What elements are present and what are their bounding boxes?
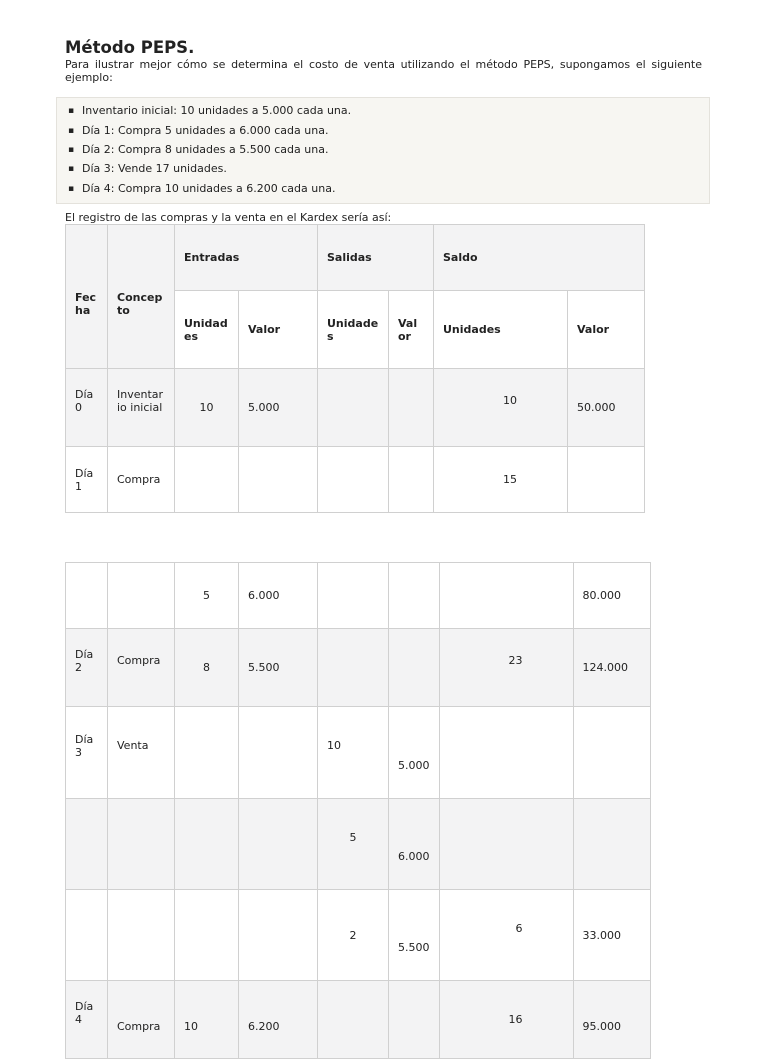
cell-fecha: Día 4 (66, 981, 108, 1059)
header-entradas-unidades: Unidades (175, 291, 239, 369)
header-salidas-unidades: Unidades (318, 291, 389, 369)
kardex-intro: El registro de las compras y la venta en el Kardex sería así: (65, 211, 392, 224)
cell-concepto: Compra (108, 447, 175, 513)
cell-fecha (66, 890, 108, 981)
cell-concepto (108, 799, 175, 890)
cell-salidas-unidades: 10 (318, 707, 389, 799)
header-fecha: Fecha (66, 225, 108, 369)
cell-saldo-valor: 50.000 (568, 369, 645, 447)
cell-entradas-valor (239, 707, 318, 799)
header-salidas-valor: Valor (389, 291, 434, 369)
list-item (68, 124, 329, 138)
cell-salidas-valor (389, 563, 440, 629)
table-row (66, 563, 651, 629)
table-header-row (66, 225, 645, 291)
example-text: Inventario inicial: 10 unidades a 5.000 cada una. (82, 104, 352, 117)
kardex-table-part-1 (65, 224, 645, 513)
page-title: Método PEPS. (65, 38, 195, 57)
list-item (68, 162, 227, 176)
list-item (68, 143, 329, 157)
cell-salidas-valor: 5.000 (389, 707, 440, 799)
cell-saldo-unidades (439, 707, 573, 799)
table-row (66, 369, 645, 447)
cell-salidas-unidades (318, 447, 389, 513)
cell-salidas-valor: 6.000 (389, 799, 440, 890)
bullet-icon: ▪ (68, 145, 75, 155)
cell-salidas-valor (389, 369, 434, 447)
cell-entradas-unidades: 10 (175, 369, 239, 447)
bullet-icon: ▪ (68, 164, 75, 174)
cell-entradas-unidades (175, 799, 239, 890)
cell-concepto (108, 890, 175, 981)
cell-entradas-valor (239, 890, 318, 981)
list-item (68, 104, 352, 118)
cell-entradas-unidades (175, 447, 239, 513)
intro-paragraph: Para ilustrar mejor cómo se determina el costo de venta utilizando el método PEPS, supongamos el siguiente ejemplo: (65, 58, 702, 84)
cell-entradas-valor: 5.000 (239, 369, 318, 447)
cell-fecha: Día 0 (66, 369, 108, 447)
bullet-icon: ▪ (68, 106, 75, 116)
table-row (66, 629, 651, 707)
cell-salidas-unidades (318, 369, 389, 447)
table-row (66, 799, 651, 890)
cell-salidas-valor: 5.500 (389, 890, 440, 981)
list-item (68, 182, 336, 196)
bullet-icon: ▪ (68, 126, 75, 136)
kardex-table-part-2 (65, 562, 651, 1059)
header-concepto: Concepto (108, 225, 175, 369)
cell-saldo-unidades: 10 (434, 369, 568, 447)
cell-concepto: Compra (108, 981, 175, 1059)
cell-entradas-valor: 6.200 (239, 981, 318, 1059)
table-row (66, 447, 645, 513)
cell-entradas-valor: 6.000 (239, 563, 318, 629)
header-saldo: Saldo (434, 225, 645, 291)
cell-entradas-valor (239, 447, 318, 513)
example-text: Día 3: Vende 17 unidades. (82, 162, 227, 175)
example-box (56, 97, 710, 204)
cell-saldo-valor: 80.000 (573, 563, 650, 629)
cell-entradas-valor (239, 799, 318, 890)
cell-saldo-unidades: 16 (439, 981, 573, 1059)
cell-saldo-unidades: 23 (439, 629, 573, 707)
cell-fecha (66, 799, 108, 890)
cell-concepto: Compra (108, 629, 175, 707)
example-text: Día 4: Compra 10 unidades a 6.200 cada una. (82, 182, 336, 195)
header-salidas: Salidas (318, 225, 434, 291)
cell-saldo-valor: 33.000 (573, 890, 650, 981)
example-text: Día 1: Compra 5 unidades a 6.000 cada una. (82, 124, 329, 137)
cell-concepto: Venta (108, 707, 175, 799)
header-entradas-valor: Valor (239, 291, 318, 369)
cell-salidas-unidades (318, 563, 389, 629)
cell-entradas-unidades (175, 890, 239, 981)
cell-concepto: Inventario inicial (108, 369, 175, 447)
header-entradas: Entradas (175, 225, 318, 291)
cell-fecha (66, 563, 108, 629)
cell-fecha: Día 2 (66, 629, 108, 707)
cell-salidas-valor (389, 981, 440, 1059)
cell-entradas-unidades: 8 (175, 629, 239, 707)
cell-entradas-unidades (175, 707, 239, 799)
cell-saldo-valor (568, 447, 645, 513)
cell-concepto (108, 563, 175, 629)
cell-saldo-valor: 124.000 (573, 629, 650, 707)
cell-saldo-valor: 95.000 (573, 981, 650, 1059)
cell-entradas-valor: 5.500 (239, 629, 318, 707)
cell-saldo-unidades: 15 (434, 447, 568, 513)
cell-saldo-unidades (439, 563, 573, 629)
cell-saldo-unidades: 6 (439, 890, 573, 981)
table-row (66, 707, 651, 799)
bullet-icon: ▪ (68, 184, 75, 194)
header-saldo-unidades: Unidades (434, 291, 568, 369)
cell-entradas-unidades: 10 (175, 981, 239, 1059)
cell-entradas-unidades: 5 (175, 563, 239, 629)
header-saldo-valor: Valor (568, 291, 645, 369)
cell-fecha: Día 1 (66, 447, 108, 513)
example-text: Día 2: Compra 8 unidades a 5.500 cada una. (82, 143, 329, 156)
cell-saldo-valor (573, 707, 650, 799)
cell-salidas-valor (389, 447, 434, 513)
table-row (66, 981, 651, 1059)
cell-salidas-unidades (318, 981, 389, 1059)
cell-saldo-unidades (439, 799, 573, 890)
cell-salidas-unidades: 2 (318, 890, 389, 981)
cell-saldo-valor (573, 799, 650, 890)
cell-salidas-unidades (318, 629, 389, 707)
cell-fecha: Día 3 (66, 707, 108, 799)
cell-salidas-unidades: 5 (318, 799, 389, 890)
cell-salidas-valor (389, 629, 440, 707)
table-row (66, 890, 651, 981)
